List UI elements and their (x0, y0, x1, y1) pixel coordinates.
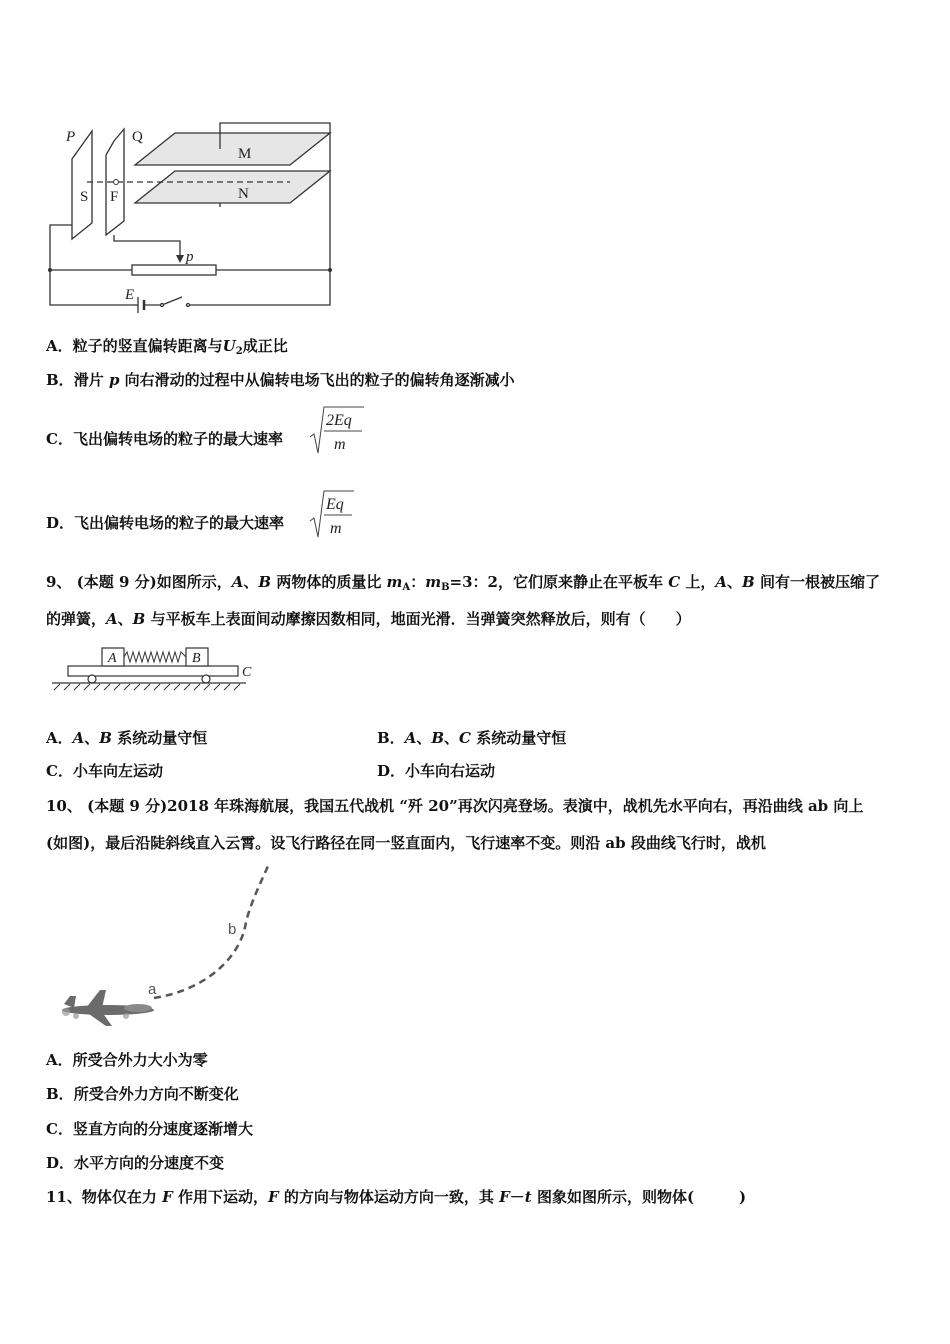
q10-stem-line2: (如图)，最后沿陡斜线直入云霄。设飞行路径在同一竖直面内，飞行速率不变。则沿 ab 段曲线飞行时，战机 (46, 834, 766, 852)
option-text: 飞出偏转电场的粒子的最大速率 (72, 430, 283, 448)
option-letter: A． (46, 337, 73, 355)
option-text: 成正比 (242, 337, 288, 355)
numerator: Eq (326, 496, 344, 513)
label-a-point: a (148, 981, 157, 998)
fighter-trajectory-figure (56, 862, 296, 1032)
variable-u: U (222, 337, 236, 355)
option-letter: B． (46, 371, 74, 389)
label-m-plate: M (238, 146, 252, 162)
option-text: 向右滑动的过程中从偏转电场飞出的粒子的偏转角逐渐减小 (124, 371, 515, 389)
label-q-plate: Q (132, 129, 143, 145)
label-a-block: A (108, 651, 117, 666)
variable-p: p (108, 371, 120, 389)
q8-option-b[interactable] (46, 369, 515, 391)
q9-option-c[interactable]: C．小车向左运动 (46, 762, 163, 780)
denominator: m (334, 436, 346, 453)
q9-option-b[interactable]: B．A、B、C 系统动量守恒 (377, 729, 567, 747)
label-f: F (110, 189, 119, 205)
option-letter: C． (46, 430, 73, 448)
sqrt-formula-c (308, 403, 368, 459)
numerator: 2Eq (326, 412, 352, 429)
q8-option-a[interactable] (46, 335, 288, 363)
option-letter: D． (46, 514, 75, 532)
q8-option-c[interactable] (46, 428, 283, 450)
q10-option-b[interactable]: B．所受合外力方向不断变化 (46, 1085, 239, 1103)
q11-stem: 11、物体仅在力 F 作用下运动，F 的方向与物体运动方向一致，其 F－t 图象如图所示，则物体( ) (46, 1188, 747, 1206)
q9-option-a[interactable]: A．A、B 系统动量守恒 (46, 729, 208, 747)
option-text: 粒子的竖直偏转距离与 (72, 337, 223, 355)
cart-spring-figure (46, 644, 266, 692)
label-n-plate: N (238, 186, 249, 202)
q10-stem-line1: 10、 (本题 9 分)2018 年珠海航展，我国五代战机 “歼 20”再次闪亮登场。表演中，战机先水平向右，再沿曲线 ab 向上 (46, 797, 864, 815)
label-s: S (80, 189, 89, 205)
label-b-block: B (192, 651, 201, 666)
deflection-circuit-figure (40, 115, 340, 315)
option-text: 飞出偏转电场的粒子的最大速率 (74, 514, 285, 532)
q9-stem-line1: 9、 (本题 9 分)如图所示，A、B 两物体的质量比 $m_A$：$m_B=3$：2，它们原来静止在平板车 C 上，A、B 间有一根被压缩了 (46, 573, 880, 593)
q9-stem-line2: 的弹簧，A、B 与平板车上表面间动摩擦因数相同，地面光滑．当弹簧突然释放后，则有（ ） (46, 610, 691, 628)
label-p-plate: P (66, 129, 76, 145)
q10-option-a[interactable]: A．所受合外力大小为零 (46, 1051, 208, 1069)
q10-option-c[interactable]: C．竖直方向的分速度逐渐增大 (46, 1120, 253, 1138)
label-slider-p: p (186, 249, 194, 265)
q9-option-d[interactable]: D．小车向右运动 (377, 762, 496, 780)
label-b-point: b (228, 921, 237, 938)
option-text: 滑片 (73, 371, 104, 389)
subscript: 2 (235, 346, 243, 357)
sqrt-formula-d (308, 487, 362, 543)
q10-option-d[interactable]: D．水平方向的分速度不变 (46, 1154, 225, 1172)
q8-option-d[interactable] (46, 512, 284, 534)
label-c-cart: C (242, 665, 252, 680)
label-e: E (125, 287, 135, 303)
denominator: m (330, 520, 342, 537)
